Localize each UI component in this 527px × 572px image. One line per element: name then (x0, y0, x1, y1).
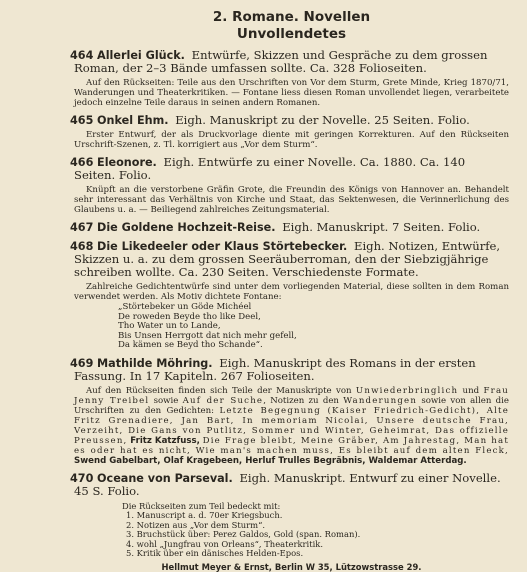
entry-heading (70, 470, 509, 498)
work-title: Frau Jenny Treibel (74, 385, 509, 406)
poem-line: De roweden Beyde tho like Deel, (118, 311, 261, 322)
catalog-entry-470 (70, 470, 509, 558)
entry-number: 465 (70, 114, 94, 127)
list-item: 1. Manuscript a. d. 70er Kriegsbuch. (126, 510, 283, 521)
entry-heading (70, 220, 509, 234)
list-item: 2. Notizen aus „Vor dem Sturm“. (126, 519, 266, 530)
entry-title: Mathilde Möhring. (97, 356, 213, 370)
entry-note: Auf den Rückseiten: Teile aus den Urschriften von Vor dem Sturm, Grete Minde, Krieg 1870/71, Wanderungen und Theaterkritiken. — Fontane liess diesen Roman unvollendet liegen, verarbeitete jedoch einzelne Teile daraus in seinen andern Romanen. (74, 78, 509, 108)
entry-number: 470 (70, 471, 94, 485)
entry-note (74, 386, 509, 466)
catalog-entry-464 (70, 48, 509, 108)
entry-number: 464 (70, 49, 94, 62)
section-subtitle: Unvollendetes (236, 26, 347, 42)
entry-description: Eigh. Entwürfe zu einer Novelle. Ca. 1880. Ca. 140 Seiten. Folio. (74, 155, 466, 182)
poem-line: „Störtebeker un Göde Michéel (118, 302, 252, 312)
note-text: sowie von allen die Urschriften zu den Gedichten: (74, 395, 510, 416)
poem-quote (118, 303, 509, 351)
work-title: Wanderungen (343, 395, 418, 406)
entry-description: Eigh. Notizen, Entwürfe, Skizzen u. a. zu dem grossen Seeräuberroman, den der Siebzigjährige schreiben wollte. Ca. 230 Seiten. Verschiedenste Formate. (74, 239, 501, 279)
entry-title: Die Likedeeler oder Klaus Störtebecker. (97, 240, 348, 253)
entry-note: Knüpft an die verstorbene Gräfin Grote, die Freundin des Königs von Hannover an. Behandelt sehr interessant das Verhältnis von Kirche und Staat, das Sektenwesen, die Verinnerlichung des Glaubens u. a. — Beiliegend zahlreiches Zeitungsmaterial. (74, 185, 509, 215)
entry-heading (70, 155, 509, 182)
entry-title: Oceane von Parseval. (97, 471, 233, 485)
poem-titles-bold: Swend Gabelbart, Olaf Kragebeen, Herluf Trulles Begräbnis, Waldemar Atterdag. (74, 455, 467, 466)
entry-number: 467 (70, 221, 94, 234)
poem-titles: Letzte Begegnung (Kaiser Friedrich-Gedicht), Alte Fritz Grenadiere, Jan Bart, In memoriam Nicolai, Unsere deutsche Frau, Verzeiht, Die Gans von Putlitz, Sommer und Winter, Geheimrat, Das offizielle Preussen, (74, 405, 509, 446)
list-items (122, 511, 509, 558)
list-intro: Die Rückseiten zum Teil bedeckt mit: (122, 500, 281, 511)
catalog-entry-465 (70, 113, 509, 150)
catalog-entry-469 (70, 355, 510, 466)
entry-heading (70, 239, 509, 279)
poem-line: Da kämen se Beyd tho Schande“. (118, 340, 263, 351)
entry-heading (70, 355, 509, 383)
work-title: Unwiederbringlich (355, 385, 459, 396)
poem-titles: Die Frage bleibt, Meine Gräber, Am Jahrestag, Man hat es oder hat es nicht, Wie man's machen muss, Es bleibt auf dem alten Fleck, (74, 435, 509, 456)
entry-title: Allerlei Glück. (97, 49, 185, 62)
entry-heading (70, 48, 509, 75)
poem-title-bold: Fritz Katzfuss, (130, 435, 200, 446)
poem-line: Bis Unsen Herrgott dat nich mehr gefell, (118, 330, 297, 341)
entry-description: Eigh. Manuskript zu der Novelle. 25 Seiten. Folio. (175, 113, 470, 127)
entry-number: 469 (70, 356, 94, 370)
entry-note: Zahlreiche Gedichtentwürfe sind unter dem vorliegenden Material, diese sollten in dem Roman verwendet werden. Als Motiv dichtete Fontane: (74, 282, 509, 302)
entry-description: Eigh. Manuskript. 7 Seiten. Folio. (282, 220, 481, 234)
catalog-entry-467 (70, 220, 509, 234)
contents-list (122, 502, 509, 558)
catalog-entry-468 (70, 239, 509, 351)
entry-description: Eigh. Manuskript. Entwurf zu einer Novelle. 45 S. Folio. (74, 470, 501, 498)
section-title: 2. Romane. Novellen (212, 9, 371, 25)
entry-heading (70, 113, 509, 127)
entry-description: Eigh. Manuskript des Romans in der ersten Fassung. In 17 Kapiteln. 267 Folioseiten. (74, 355, 476, 383)
list-item: 4. wohl „Jungfrau von Orleans“, Theaterkritik. (126, 538, 324, 549)
entry-title: Onkel Ehm. (97, 114, 169, 127)
poem-line: Tho Water un to Lande, (118, 321, 221, 332)
note-text: sowie (149, 395, 183, 406)
work-title: Auf der Suche (182, 395, 264, 406)
list-item: 3. Bruchstück über: Perez Galdos, Gold (span. Roman). (126, 529, 361, 540)
entry-number: 466 (70, 156, 94, 169)
list-item: 5. Kritik über ein dänisches Helden-Epos. (126, 548, 304, 558)
entry-description: Entwürfe, Skizzen und Gespräche zu dem grossen Roman, der 2–3 Bände umfassen sollte. Ca. 328 Folioseiten. (74, 48, 488, 75)
note-text: Auf den Rückseiten finden sich Teile der Manuskripte von (86, 385, 356, 396)
publisher-footer: Hellmut Meyer & Ernst, Berlin W 35, Lützowstrasse 29. (161, 562, 422, 572)
entry-title: Eleonore. (97, 156, 157, 169)
note-text: und (458, 385, 484, 396)
entry-number: 468 (70, 240, 94, 253)
entry-title: Die Goldene Hochzeit-Reise. (97, 221, 276, 234)
catalog-entry-466 (70, 155, 509, 215)
note-text: , Notizen zu den (263, 395, 344, 406)
entry-note: Erster Entwurf, der als Druckvorlage diente mit geringen Korrekturen. Auf den Rückseiten Urschrift-Szenen, z. Tl. korrigiert aus „Vor dem Sturm“. (74, 130, 509, 150)
